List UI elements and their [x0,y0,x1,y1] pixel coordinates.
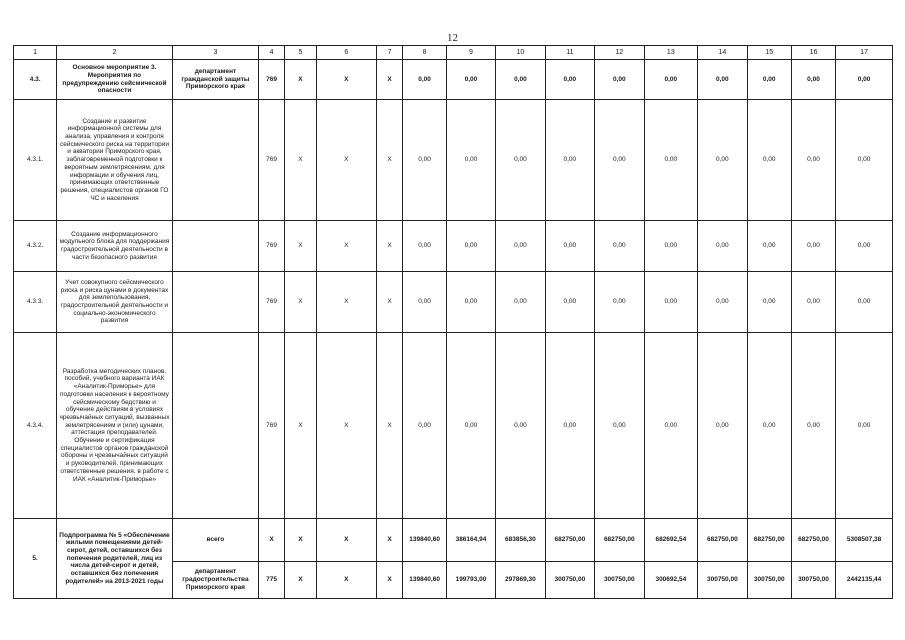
value-cell: 0,00 [644,100,698,221]
row-code: 4.3.1. [14,100,57,221]
value-cell: 0,00 [747,333,791,519]
value-cell: 199793,00 [446,562,495,599]
x-cell: X [316,100,376,221]
x-cell: X [376,272,403,333]
table-row-4-3 [14,60,893,100]
grbs-code: 769 [259,272,285,333]
row-description: Создание и развитие информационной системы для анализа, управления и контроля сейсмического риска на территории и акватории Приморского края, заблаговременной подготовки к вероятным землетрясениям, для информации и обучения лиц, принимающих ответственные решения, специалистов органов ГО ЧС и населения [57,100,172,221]
value-cell: 682750,00 [698,519,747,562]
value-cell: 0,00 [747,100,791,221]
value-cell: 0,00 [496,333,545,519]
header-cell: 13 [644,46,698,60]
value-cell: 0,00 [446,100,495,221]
header-cell: 11 [545,46,594,60]
value-cell: 386164,94 [446,519,495,562]
value-cell: 682750,00 [595,519,644,562]
header-cell: 5 [284,46,316,60]
grbs-code: 769 [259,333,285,519]
value-cell: 0,00 [791,272,835,333]
x-cell: X [316,272,376,333]
value-cell: 0,00 [446,333,495,519]
value-cell: 0,00 [595,272,644,333]
table-row-5-total [14,519,893,562]
header-cell: 12 [595,46,644,60]
grbs-code: 769 [259,221,285,272]
x-cell: X [284,60,316,100]
value-cell: 0,00 [403,333,446,519]
x-cell: X [316,333,376,519]
x-cell: X [284,519,316,562]
value-cell: 0,00 [545,221,594,272]
value-cell: 300750,00 [698,562,747,599]
row-executor [172,221,259,272]
budget-table [13,45,893,599]
value-cell: 0,00 [644,272,698,333]
value-cell: 0,00 [836,333,893,519]
value-cell: 0,00 [747,272,791,333]
x-cell: X [284,562,316,599]
row-executor: всего [172,519,259,562]
row-code: 4.3.4. [14,333,57,519]
value-cell: 0,00 [698,221,747,272]
header-cell: 1 [14,46,57,60]
x-cell: X [376,562,403,599]
page-number: 12 [447,32,458,44]
value-cell: 682750,00 [791,519,835,562]
row-description: Основное мероприятие 3. Мероприятия по предупреждению сейсмической опасности [57,60,172,100]
row-executor [172,272,259,333]
x-cell: X [376,100,403,221]
value-cell: 0,00 [595,100,644,221]
value-cell: 0,00 [644,333,698,519]
value-cell: 0,00 [545,333,594,519]
table-row-4-3-4 [14,333,893,519]
value-cell: 0,00 [403,221,446,272]
x-cell: X [376,333,403,519]
value-cell: 300750,00 [545,562,594,599]
value-cell: 0,00 [747,60,791,100]
value-cell: 0,00 [836,100,893,221]
x-cell: X [316,221,376,272]
value-cell: 139840,60 [403,562,446,599]
row-executor: департамент гражданской защиты Приморского края [172,60,259,100]
table-row-4-3-1 [14,100,893,221]
header-cell: 17 [836,46,893,60]
header-cell: 4 [259,46,285,60]
value-cell: 0,00 [595,60,644,100]
row-code: 4.3. [14,60,57,100]
header-cell: 2 [57,46,172,60]
header-cell: 7 [376,46,403,60]
header-cell: 6 [316,46,376,60]
value-cell: 0,00 [836,60,893,100]
header-cell: 16 [791,46,835,60]
value-cell: 0,00 [595,221,644,272]
grbs-code: X [259,519,285,562]
x-cell: X [376,60,403,100]
row-code: 5. [14,519,57,599]
value-cell: 300750,00 [595,562,644,599]
row-description: Создание информационного модульного блока для поддержания градостроительной деятельности в части безопасного развития [57,221,172,272]
value-cell: 0,00 [403,100,446,221]
x-cell: X [284,333,316,519]
value-cell: 5308507,38 [836,519,893,562]
value-cell: 139840,60 [403,519,446,562]
value-cell: 0,00 [836,221,893,272]
value-cell: 682750,00 [747,519,791,562]
value-cell: 682692,54 [644,519,698,562]
x-cell: X [316,60,376,100]
header-cell: 9 [446,46,495,60]
value-cell: 0,00 [446,272,495,333]
grbs-code: 775 [259,562,285,599]
header-cell: 10 [496,46,545,60]
x-cell: X [284,221,316,272]
table-row-4-3-2 [14,221,893,272]
x-cell: X [316,519,376,562]
header-cell: 14 [698,46,747,60]
header-row [14,46,893,60]
header-cell: 3 [172,46,259,60]
value-cell: 683856,30 [496,519,545,562]
grbs-code: 769 [259,100,285,221]
value-cell: 0,00 [496,60,545,100]
value-cell: 0,00 [644,60,698,100]
value-cell: 0,00 [446,60,495,100]
value-cell: 2442135,44 [836,562,893,599]
value-cell: 682750,00 [545,519,594,562]
table-row-4-3-3 [14,272,893,333]
x-cell: X [284,100,316,221]
row-executor: департамент градостроительства Приморского края [172,562,259,599]
value-cell: 0,00 [698,272,747,333]
value-cell: 0,00 [836,272,893,333]
value-cell: 0,00 [698,100,747,221]
row-code: 4.3.3. [14,272,57,333]
x-cell: X [316,562,376,599]
value-cell: 0,00 [496,272,545,333]
x-cell: X [376,519,403,562]
value-cell: 0,00 [545,100,594,221]
value-cell: 0,00 [791,60,835,100]
row-code: 4.3.2. [14,221,57,272]
header-cell: 8 [403,46,446,60]
row-executor [172,333,259,519]
x-cell: X [284,272,316,333]
value-cell: 300750,00 [747,562,791,599]
value-cell: 0,00 [446,221,495,272]
header-cell: 15 [747,46,791,60]
value-cell: 0,00 [644,221,698,272]
value-cell: 0,00 [403,60,446,100]
x-cell: X [376,221,403,272]
value-cell: 0,00 [545,272,594,333]
value-cell: 0,00 [791,221,835,272]
row-executor [172,100,259,221]
value-cell: 0,00 [496,100,545,221]
value-cell: 0,00 [791,333,835,519]
value-cell: 0,00 [698,60,747,100]
row-description: Разработка методических планов, пособий, учебного варианта ИАК «Аналитик-Приморье» для подготовки населения к вероятному сейсмическому бедствию и обучение действиям в условиях чрезвычайных ситуаций, вызванных землетрясением и (или) цунами, аттестация преподавателей. Обучение и сертификация специалистов органов гражданской обороны и чрезвычайных ситуаций и руководителей, принимающих ответственные решения, в работе с ИАК «Аналитик-Приморье» [57,333,172,519]
value-cell: 0,00 [545,60,594,100]
value-cell: 0,00 [791,100,835,221]
grbs-code: 769 [259,60,285,100]
value-cell: 300692,54 [644,562,698,599]
row-description: Учет совокупного сейсмического риска и риска цунами в документах для землепользования, градостроительной деятельности и социально-экономического развития [57,272,172,333]
row-description: Подпрограмма № 5 «Обеспечение жилыми помещениями детей-сирот, детей, оставшихся без попечения родителей, лиц из числа детей-сирот и детей, оставшихся без попечения родителей» на 2013-2021 годы [57,519,172,599]
value-cell: 0,00 [403,272,446,333]
value-cell: 0,00 [698,333,747,519]
value-cell: 0,00 [496,221,545,272]
value-cell: 297869,30 [496,562,545,599]
value-cell: 0,00 [595,333,644,519]
value-cell: 300750,00 [791,562,835,599]
value-cell: 0,00 [747,221,791,272]
